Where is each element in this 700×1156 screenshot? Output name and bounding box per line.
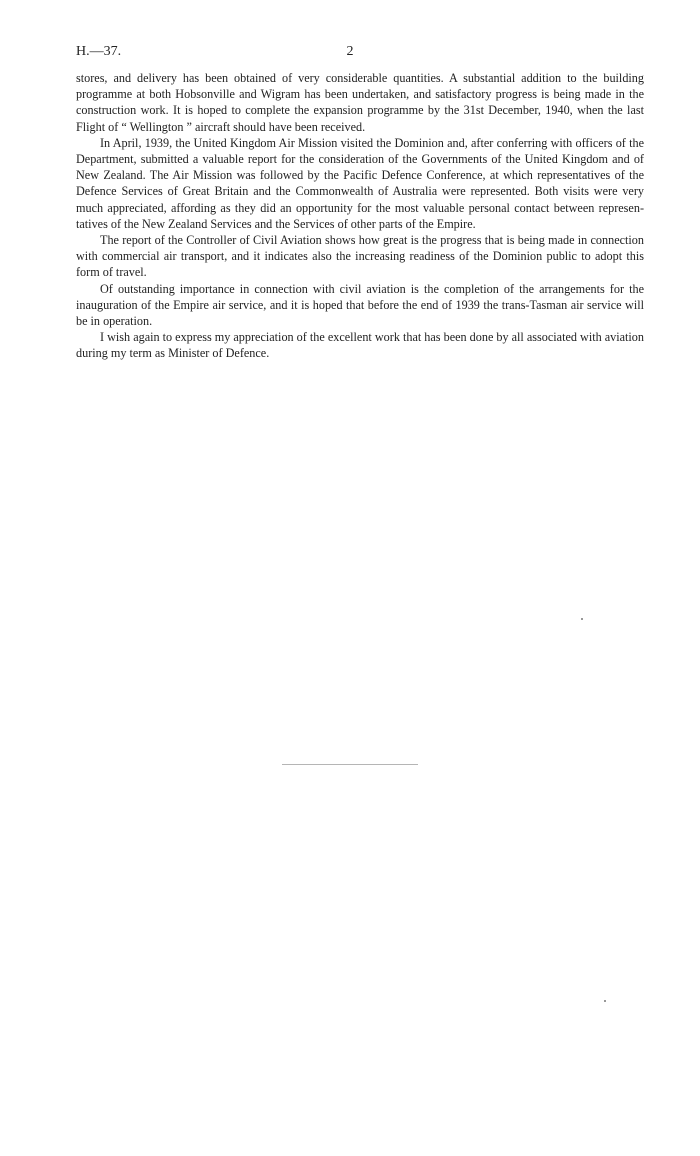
horizontal-rule xyxy=(282,764,418,765)
paragraph-civil-aviation-report: The report of the Controller of Civil Aviation shows how great is the progress that is being made in connection with commercial air transport, and it indicates also the increasing readiness of the Dominion public to adopt this form of travel. xyxy=(76,233,644,280)
scan-speck xyxy=(581,618,583,620)
paragraph-continuation: stores, and delivery has been obtained of very considerable quantities. A substantial addition to the building programme at both Hobsonville and Wigram has been undertaken, and satisfactory progress is being made in the construction work. It is hoped to complete the expansion programme by the 31st December, 1940, when the last Flight of “ Wellington ” aircraft should have been received. xyxy=(76,71,644,134)
paragraph-air-mission: In April, 1939, the United Kingdom Air Mission visited the Dominion and, after conferring with officers of the Department, submitted a valuable report for the consideration of the Governments of the United Kingdom and of New Zealand. The Air Mission was followed by the Pacific Defence Conference, at which representatives of the Defence Services of Great Britain and the Commonwealth of Australia were represented. Both visits were very much appreciated, affording as they did an opportunity for the most valuable personal contact between representatives of the New Zealand Services and the Services of other parts of the Empire. xyxy=(76,135,644,231)
paragraph-appreciation: I wish again to express my appreciation of the excellent work that has been done by all associated with aviation during my term as Minister of Defence. xyxy=(76,330,644,361)
scan-speck xyxy=(604,1000,606,1002)
paragraph-empire-air-service: Of outstanding importance in connection with civil aviation is the completion of the arrangements for the inauguration of the Empire air service, and it is hoped that before the end of 1939 the trans-Tasman air service will be in operation. xyxy=(76,281,644,329)
page-header xyxy=(76,44,624,64)
document-reference: H.—37. xyxy=(76,44,122,59)
page-number: 2 xyxy=(346,44,354,59)
body-text xyxy=(76,70,644,362)
